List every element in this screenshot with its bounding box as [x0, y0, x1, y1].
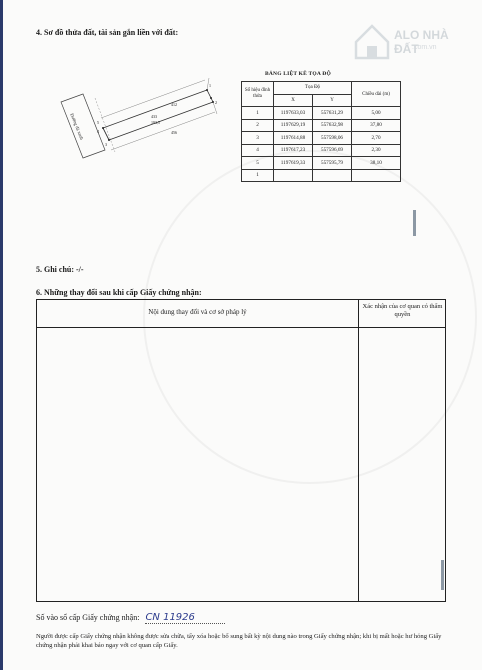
footer-note: Người được cấp Giấy chứng nhận không được sửa chữa, tẩy xóa hoặc bổ sung bất kỳ nội dung nào trong Giấy chứng nhận; khi bị mất hoặc hư hỏng Giấy chứng nhận phải khai báo ngay với cơ quan cấp Giấy. — [36, 633, 442, 649]
lot-area: 193,5 — [151, 120, 160, 125]
cell-x: 1197629,19 — [274, 119, 313, 132]
road-label: Đường đá xanh — [69, 112, 85, 141]
register-label: Số vào sổ cấp Giấy chứng nhận: — [36, 613, 140, 622]
table-row — [242, 157, 401, 170]
cell-id: 3 — [242, 132, 274, 145]
binding-mark — [441, 560, 444, 590]
cell-id: 5 — [242, 157, 274, 170]
header-point: Số hiệu đỉnh thửa — [242, 82, 274, 107]
cell-id: 2 — [242, 119, 274, 132]
column-divider — [358, 300, 359, 602]
changes-table — [36, 299, 446, 602]
changes-column-header: Nội dung thay đổi và cơ sở pháp lý — [148, 308, 247, 316]
section-5-title: 5. Ghi chú: -/- — [36, 265, 84, 274]
header-coord: Tọa Độ — [274, 82, 352, 95]
cell-id: 1 — [242, 107, 274, 120]
cell-y: 557596,69 — [313, 144, 352, 157]
cell-y — [313, 169, 352, 182]
cell-x: 1197619,33 — [274, 157, 313, 170]
table-row — [242, 107, 401, 120]
section-6-title: 6. Những thay đổi sau khi cấp Giấy chứng nhận: — [36, 288, 202, 297]
cell-length: 38,10 — [352, 157, 401, 170]
cell-length — [352, 169, 401, 182]
cell-id: 1 — [242, 169, 274, 182]
header-length: Chiều dài (m) — [352, 82, 401, 107]
cell-length: 37,80 — [352, 119, 401, 132]
point-label-2: 2 — [215, 100, 217, 105]
section-4-title: 4. Sơ đồ thửa đất, tài sản gắn liền với đất: — [36, 28, 179, 37]
point-label-4: 4 — [97, 129, 99, 134]
cell-x: 1197617,23 — [274, 144, 313, 157]
watermark-logo — [342, 8, 472, 68]
lot-label-bottom: 456 — [171, 130, 177, 135]
header-y: Y — [313, 94, 352, 107]
register-number-row — [36, 612, 225, 623]
cell-x: 1197633,03 — [274, 107, 313, 120]
watermark-brand: ALO NHÀ ĐẤT — [394, 28, 449, 56]
cell-x: 1197614,88 — [274, 132, 313, 145]
binding-mark — [413, 210, 416, 236]
point-label-3: 3 — [105, 142, 107, 147]
cell-y: 557598,06 — [313, 132, 352, 145]
confirmation-column-header: Xác nhận của cơ quan có thẩm quyền — [362, 303, 443, 318]
point-label-1: 1 — [209, 83, 211, 88]
cell-y: 557632,98 — [313, 119, 352, 132]
point-label-5: 5 — [97, 120, 99, 125]
register-value: CN 11926 — [145, 612, 224, 624]
cell-length: 2,30 — [352, 144, 401, 157]
cell-y: 557631,29 — [313, 107, 352, 120]
coord-table-title: BẢNG LIỆT KÊ TỌA ĐỘ — [265, 71, 331, 77]
table-row — [242, 119, 401, 132]
cell-y: 557595,79 — [313, 157, 352, 170]
cell-length: 2,70 — [352, 132, 401, 145]
coord-table — [241, 81, 401, 182]
header-divider — [37, 327, 446, 328]
table-row — [242, 169, 401, 182]
cell-x — [274, 169, 313, 182]
header-x: X — [274, 94, 313, 107]
table-row — [242, 144, 401, 157]
cell-length: 5,00 — [352, 107, 401, 120]
lot-id: 433 — [151, 114, 157, 119]
lot-label-top: 412 — [171, 102, 177, 107]
cell-id: 4 — [242, 144, 274, 157]
table-row — [242, 132, 401, 145]
land-sketch — [43, 72, 233, 182]
watermark-domain: .com.vn — [412, 44, 437, 51]
